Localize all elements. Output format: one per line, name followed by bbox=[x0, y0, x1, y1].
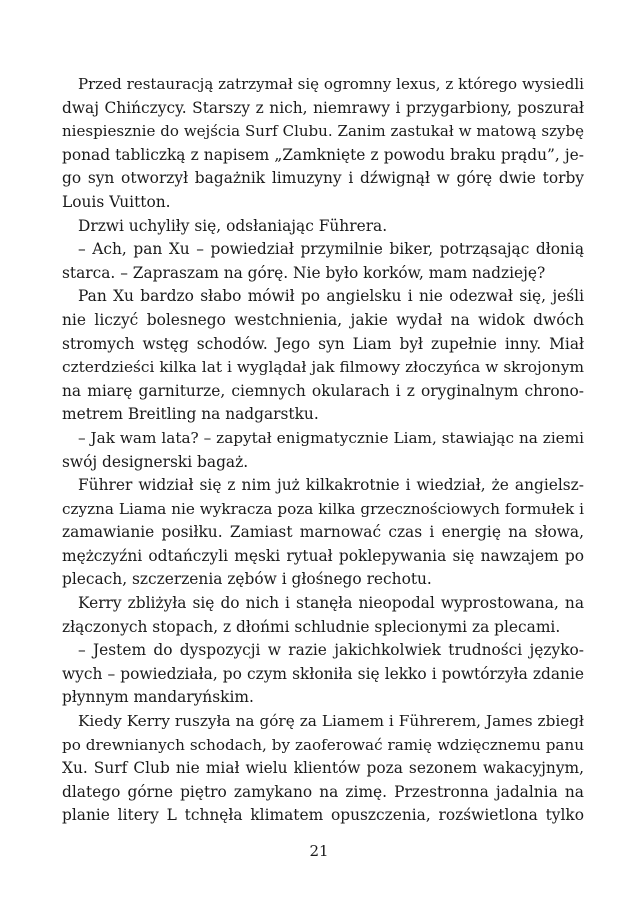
text-line: stromych wstęg schodów. Jego syn Liam był zupełnie inny. Miał bbox=[62, 334, 584, 353]
text-line: – Ach, pan Xu – powiedział przymilnie biker, potrząsając dłonią bbox=[78, 240, 584, 259]
text-line: zamawianie posiłku. Zamiast marnować czas i energię na słowa, bbox=[62, 523, 584, 542]
text-line: Drzwi uchyliły się, odsłaniając Führera. bbox=[78, 216, 388, 235]
text-line: na miarę garniturze, ciemnych okularach i z oryginalnym chrono- bbox=[62, 381, 584, 400]
page-number: 21 bbox=[309, 842, 329, 860]
text-line: go syn otworzył bagażnik limuzyny i dźwignął w górę dwie torby bbox=[62, 169, 584, 188]
text-line: czterdzieści kilka lat i wyglądał jak filmowy złoczyńca w skrojonym bbox=[62, 358, 584, 377]
text-line: nie liczyć bolesnego westchnienia, jakie wydał na widok dwóch bbox=[62, 310, 584, 329]
text-line: niespiesznie do wejścia Surf Clubu. Zanim zastukał w matową szybę bbox=[62, 122, 584, 141]
text-line: Przed restauracją zatrzymał się ogromny lexus, z którego wysiedli bbox=[78, 75, 584, 93]
text-line: wych – powiedziała, po czym skłoniła się lekko i powtórzyła zdanie bbox=[62, 664, 584, 683]
text-line: ponad tabliczką z napisem „Zamknięte z powodu braku prądu”, je- bbox=[62, 145, 584, 164]
text-line: metrem Breitling na nadgarstku. bbox=[62, 405, 319, 424]
text-line: planie litery L tchnęła klimatem opuszczenia, rozświetlona tylko bbox=[62, 806, 584, 825]
text-line: Xu. Surf Club nie miał wielu klientów poza sezonem wakacyjnym, bbox=[62, 759, 584, 778]
text-line: plecach, szczerzenia zębów i głośnego rechotu. bbox=[62, 570, 432, 589]
text-line: Kerry zbliżyła się do nich i stanęła nieopodal wyprostowana, na bbox=[78, 594, 584, 613]
body-text bbox=[62, 73, 584, 828]
text-line: starca. – Zapraszam na górę. Nie było korków, mam nadzieję? bbox=[62, 263, 546, 282]
text-line: Louis Vuitton. bbox=[62, 192, 171, 211]
text-line: płynnym mandaryńskim. bbox=[62, 688, 254, 707]
text-line: mężczyźni odtańczyli męski rytuał poklepywania się nawzajem po bbox=[62, 546, 584, 565]
text-line: Führer widział się z nim już kilkakrotnie i wiedział, że angielsz- bbox=[78, 476, 584, 495]
text-line: czyzna Liama nie wykracza poza kilka grzecznościowych formułek i bbox=[62, 499, 584, 518]
text-line: złączonych stopach, z dłońmi schludnie splecionymi za plecami. bbox=[62, 617, 561, 636]
text-line: dwaj Chińczycy. Starszy z nich, niemrawy i przygarbiony, poszurał bbox=[62, 98, 584, 117]
text-line: dlatego górne piętro zamykano na zimę. Przestronna jadalnia na bbox=[62, 782, 584, 801]
text-line: – Jestem do dyspozycji w razie jakichkolwiek trudności języko- bbox=[78, 641, 584, 660]
text-line: po drewnianych schodach, by zaoferować ramię wdzięcznemu panu bbox=[62, 735, 584, 754]
text-line: Kiedy Kerry ruszyła na górę za Liamem i Führerem, James zbiegł bbox=[78, 712, 584, 731]
text-line: swój designerski bagaż. bbox=[62, 452, 249, 471]
text-line: Pan Xu bardzo słabo mówił po angielsku i nie odezwał się, jeśli bbox=[78, 287, 584, 306]
text-line: – Jak wam lata? – zapytał enigmatycznie Liam, stawiając na ziemi bbox=[78, 428, 584, 447]
